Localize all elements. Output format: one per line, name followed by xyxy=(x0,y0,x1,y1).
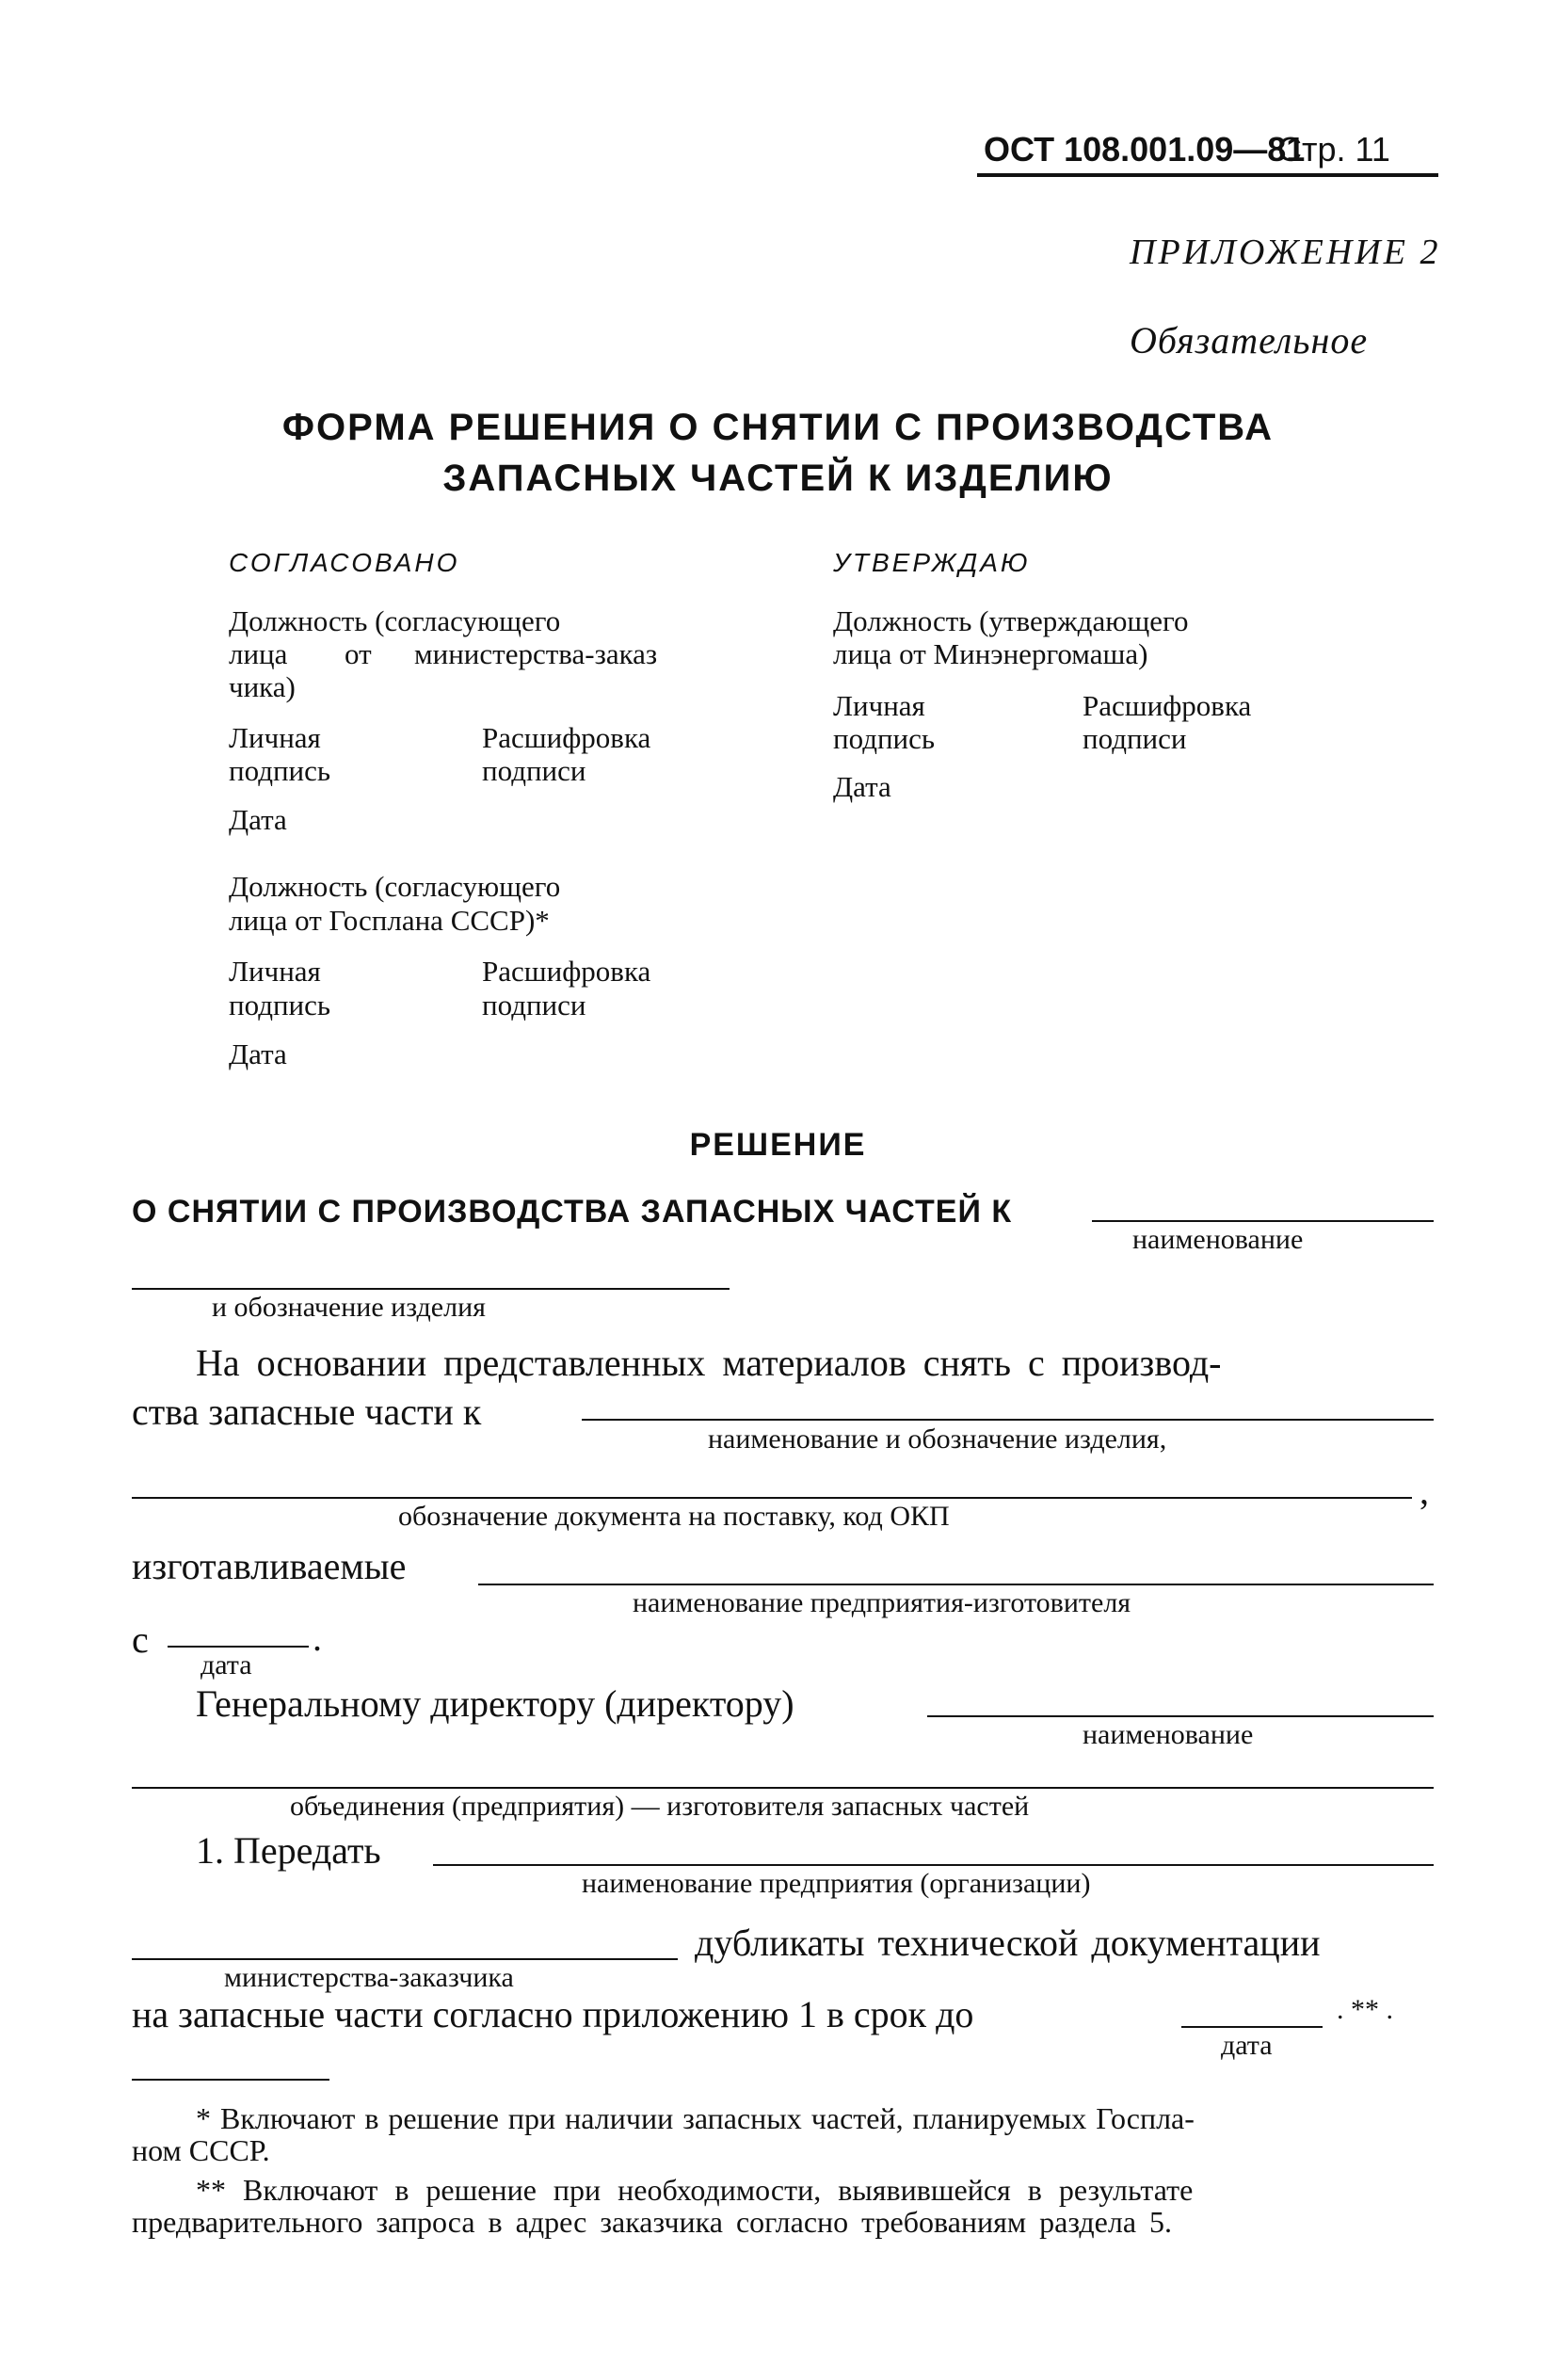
approver-position-line2: лица от Минэнергомаша) xyxy=(833,637,1148,670)
deadline-date-caption: дата xyxy=(1221,2030,1273,2061)
approver-decoding-label2: подписи xyxy=(1083,722,1187,755)
decision-subtitle: О СНЯТИИ С ПРОИЗВОДСТВА ЗАПАСНЫХ ЧАСТЕЙ К xyxy=(132,1194,1013,1230)
ministry-caption: министерства-заказчика xyxy=(224,1962,514,1993)
signature-decoding-label2: подписи xyxy=(482,754,586,787)
association-line xyxy=(132,1787,1434,1789)
personal-signature-label2: подпись xyxy=(229,754,331,787)
agreeing-position-line3: чика) xyxy=(229,670,296,703)
deadline-date-line xyxy=(1181,2026,1323,2028)
gosplan-signature-label2: подпись xyxy=(229,989,331,1021)
approver-signature-label: Личная xyxy=(833,689,925,722)
agreeing-position-line2b: от xyxy=(345,637,372,670)
basis-paragraph-line2: ства запасные части к xyxy=(132,1391,482,1433)
organization-caption: наименование предприятия (организации) xyxy=(582,1868,1091,1899)
from-date-caption: дата xyxy=(201,1649,252,1680)
product-designation-line xyxy=(132,1288,730,1290)
personal-signature-label: Личная xyxy=(229,721,321,754)
footnote-1-line1: * Включают в решение при наличии запасных частей, планируемых Госпла- xyxy=(196,2101,1195,2135)
appendix-status: Обязательное xyxy=(1130,319,1369,362)
manufactured-label: изготавливаемые xyxy=(132,1545,407,1587)
name-caption: наименование xyxy=(1132,1224,1304,1255)
agreeing-position-line1: Должность (согласующего xyxy=(229,604,561,637)
agreeing-position-line2a: лица xyxy=(229,637,288,670)
document-code: ОСТ 108.001.09—81 xyxy=(984,130,1306,169)
approver-signature-label2: подпись xyxy=(833,722,936,755)
manufacturer-caption: наименование предприятия-изготовителя xyxy=(633,1587,1131,1618)
from-label: с xyxy=(132,1618,149,1661)
date-label: Дата xyxy=(229,803,287,836)
manufacturer-line xyxy=(478,1584,1434,1585)
decision-title: РЕШЕНИЕ xyxy=(689,1127,867,1163)
gosplan-date-label: Дата xyxy=(229,1037,287,1070)
document-caption: обозначение документа на поставку, код ОКП xyxy=(398,1501,950,1532)
gosplan-decoding-label: Расшифровка xyxy=(482,955,651,988)
gosplan-position-line1: Должность (согласующего xyxy=(229,870,561,903)
spare-parts-deadline-label: на запасные части согласно приложению 1 в срок до xyxy=(132,1993,974,2035)
footnote-rule xyxy=(132,2079,329,2081)
footnote-2-line1: ** Включают в решение при необходимости, выявившейся в результате xyxy=(196,2173,1194,2207)
form-title-line2: ЗАПАСНЫХ ЧАСТЕЙ К ИЗДЕЛИЮ xyxy=(442,458,1114,499)
from-date-line xyxy=(168,1646,309,1648)
document-line xyxy=(132,1497,1412,1499)
ministry-line xyxy=(132,1958,678,1960)
approver-date-label: Дата xyxy=(833,770,891,803)
agreeing-position-line2c: министерства-заказ xyxy=(414,637,658,670)
approved-heading: СОГЛАСОВАНО xyxy=(229,548,460,577)
footnote-1-line2: ном СССР. xyxy=(132,2133,270,2167)
deadline-end-mark: . ** . xyxy=(1337,1994,1393,2025)
association-caption: объединения (предприятия) — изготовителя запасных частей xyxy=(290,1791,1030,1822)
approver-position-line1: Должность (утверждающего xyxy=(833,604,1189,637)
duplicates-label: дубликаты технической документации xyxy=(695,1922,1321,1964)
product-name-line xyxy=(1092,1220,1434,1222)
director-name-caption: наименование xyxy=(1083,1719,1254,1750)
approve-heading: УТВЕРЖДАЮ xyxy=(833,548,1031,577)
basis-paragraph-line1: На основании представленных материалов снять с производ- xyxy=(196,1342,1222,1384)
spare-parts-product-line xyxy=(582,1419,1434,1421)
director-name-line xyxy=(927,1715,1434,1717)
header-rule xyxy=(977,173,1438,177)
form-title-line1: ФОРМА РЕШЕНИЯ О СНЯТИИ С ПРОИЗВОДСТВА xyxy=(281,407,1275,448)
approver-decoding-label: Расшифровка xyxy=(1083,689,1252,722)
organization-line xyxy=(433,1864,1434,1866)
footnote-2-line2: предварительного запроса в адрес заказчика согласно требованиям раздела 5. xyxy=(132,2205,1173,2239)
gosplan-position-line2: лица от Госплана СССР)* xyxy=(229,904,550,937)
product-caption: и обозначение изделия xyxy=(212,1292,486,1323)
appendix-title: ПРИЛОЖЕНИЕ 2 xyxy=(1130,233,1441,272)
from-date-dot: . xyxy=(313,1616,322,1659)
product-full-caption: наименование и обозначение изделия, xyxy=(708,1423,1167,1455)
page-number: Стр. 11 xyxy=(1277,130,1390,169)
gosplan-decoding-label2: подписи xyxy=(482,989,586,1021)
director-label: Генеральному директору (директору) xyxy=(196,1682,794,1725)
signature-decoding-label: Расшифровка xyxy=(482,721,651,754)
gosplan-signature-label: Личная xyxy=(229,955,321,988)
item-transfer-label: 1. Передать xyxy=(196,1829,381,1872)
document-line-comma: , xyxy=(1420,1470,1429,1512)
